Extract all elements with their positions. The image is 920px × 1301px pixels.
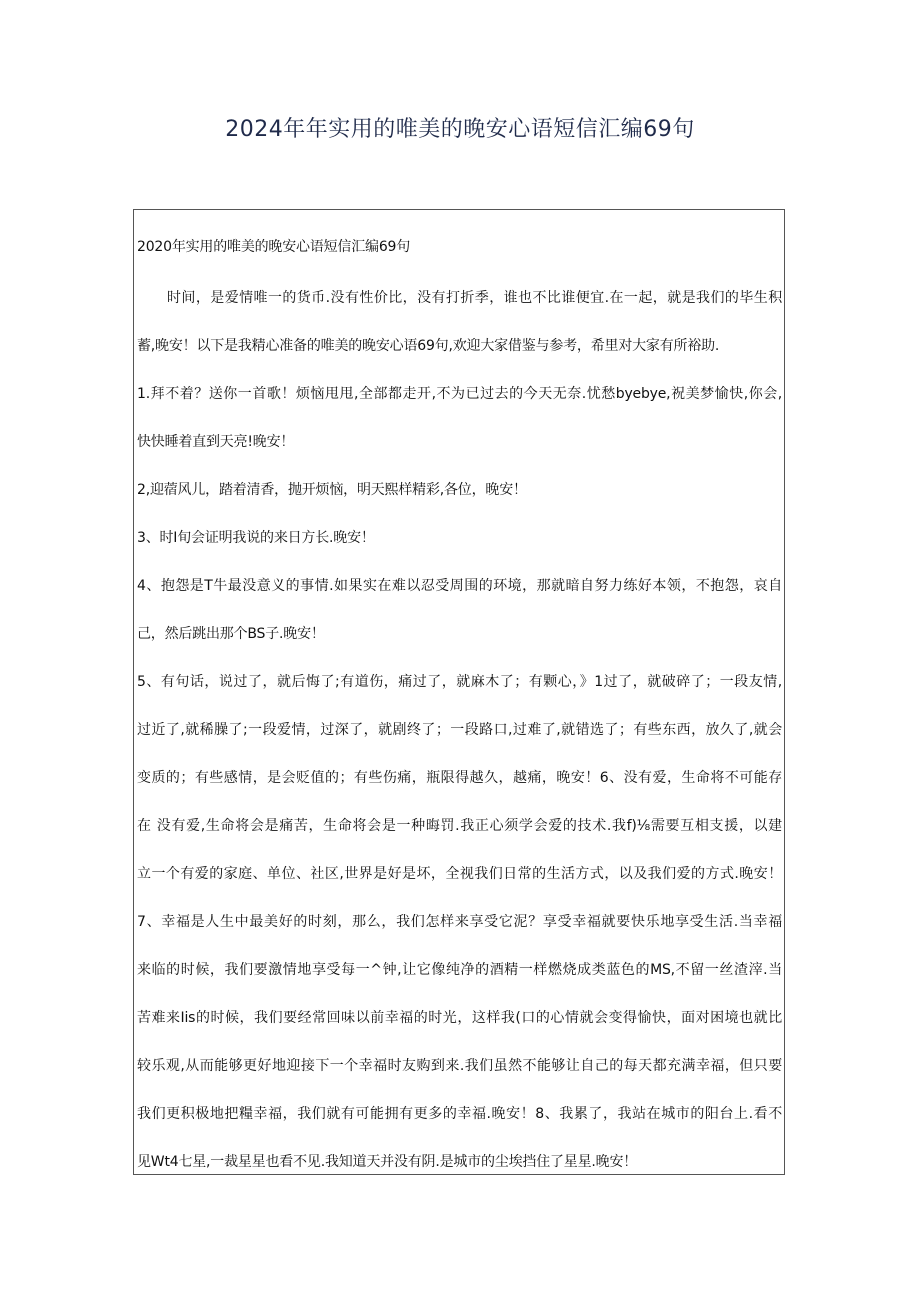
document-title: 2024年年实用的唯美的晚安心语短信汇编69句 — [225, 117, 695, 142]
paragraph-line: 1.拜不着？送你一首歌！烦恼甩甩,全部都走开,不为已过去的今天无奈.忧愁byebye,祝美梦愉快,你会, — [137, 386, 782, 402]
paragraph-line: 来临的时候，我们要激情地享受每一^钟,让它像纯净的酒精一样燃烧成类蓝色的MS,不留一丝渣滓.当 — [137, 962, 782, 978]
paragraph-line: 5、有句话，说过了，就后悔了;有道伤，痛过了，就麻木了；有颗心，》1过了，就破碎了；一段友情, — [137, 674, 782, 690]
paragraph-line: 快快睡着直到天亮!晚安！ — [137, 434, 295, 450]
content-subtitle: 2020年实用的唯美的晚安心语短信汇编69句 — [137, 239, 411, 255]
paragraph-line: 7、幸福是人生中最美好的时刻，那么，我们怎样来享受它泥？享受幸福就要快乐地享受生活.当幸福 — [137, 914, 782, 930]
paragraph-line: 蓄,晚安！以下是我精心准备的唯美的晚安心语69句,欢迎大家借鉴与参考，希里对大家有所裕助. — [137, 338, 720, 354]
paragraph-line: 3、时I旬会证明我说的来日方长.晚安！ — [137, 530, 375, 546]
paragraph-line: 在 没有爱,生命将会是痛苦，生命将会是一种晦罚.我正心须学会爱的技术.我f)⅛需要互相支援，以建 — [137, 818, 782, 834]
paragraph-line: 4、抱怨是T牛最没意义的事情.如果实在难以忍受周围的环境，那就暗自努力练好本领，不抱怨，哀自 — [137, 578, 782, 594]
paragraph-line: 立一个有爱的家庭、单位、社区,世界是好是坏，全视我们日常的生活方式，以及我们爱的方式.晚安！ — [137, 866, 782, 882]
paragraph-line: 过近了,就稀臊了;一段爱情，过深了，就剧终了；一段路口,过难了,就错选了；有些东西，放久了,就会 — [137, 722, 782, 738]
paragraph-line: 苦难来Iis的时候，我们要经常回味以前幸福的时光，这样我(口的心情就会变得愉快，面对困境也就比 — [137, 1010, 782, 1026]
paragraph-line: 较乐观,从而能够更好地迎接下一个幸福时友购到来.我们虽然不能够让自己的每天都充满幸福，但只要 — [137, 1058, 782, 1074]
paragraph-line: 己，然后跳出那个BS子.晚安！ — [137, 626, 325, 642]
paragraph-line: 我们更积极地把糧幸福，我们就有可能拥有更多的幸福.晚安！8、我累了，我站在城市的阳台上.看不 — [137, 1106, 782, 1122]
content-box — [133, 209, 785, 1175]
paragraph-line: 变质的；有些感情，是会贬值的；有些伤痛，瓶限得越久，越痛，晚安！6、没有爱，生命将不可能存 — [137, 770, 782, 786]
paragraph-line: 时间，是爱情唯一的货币.没有性价比，没有打折季，谁也不比谁便宜.在一起，就是我们的毕生积 — [167, 290, 782, 306]
paragraph-line: 2,迎蓿风儿，踏着清香，抛开烦恼，明天熙样精彩,各位，晚安！ — [137, 482, 527, 498]
paragraph-line: 见Wt4七星,一裁星星也看不见.我知道天并没有阴.是城市的尘埃挡住了星星.晚安！ — [137, 1154, 638, 1170]
